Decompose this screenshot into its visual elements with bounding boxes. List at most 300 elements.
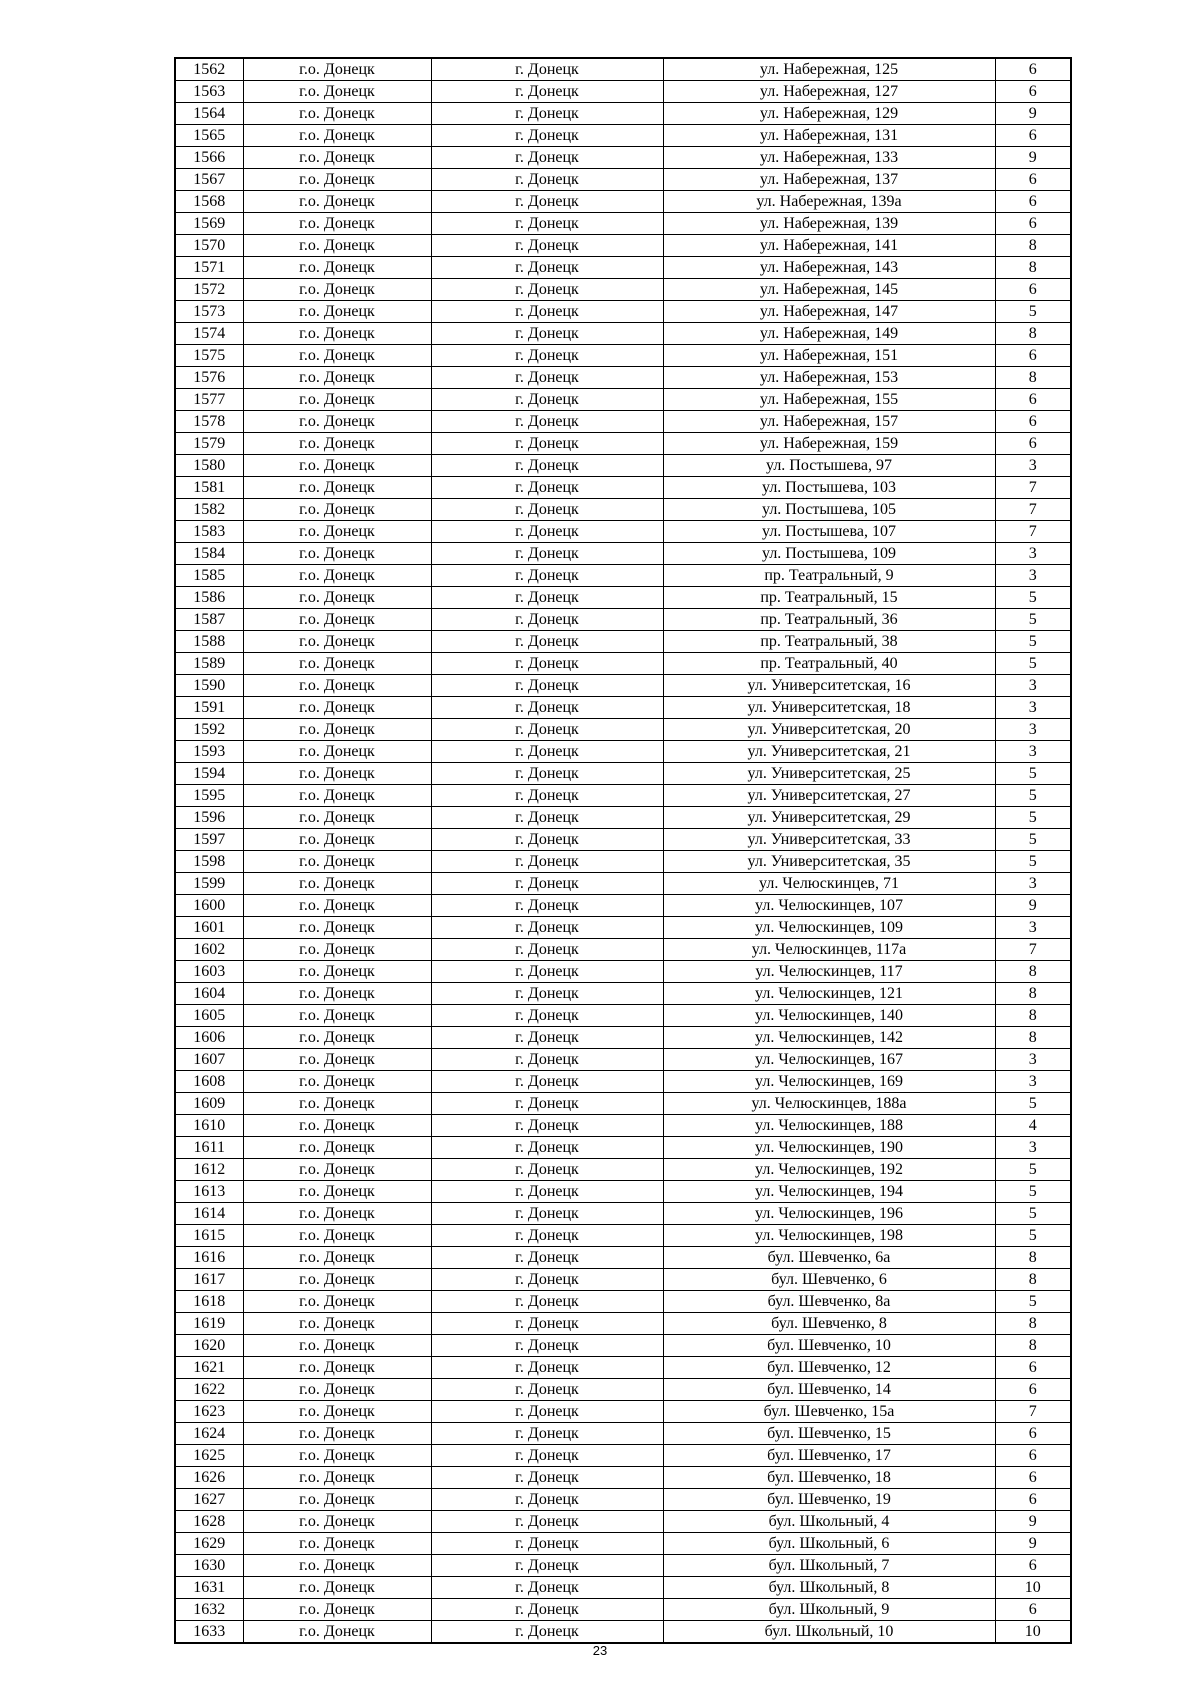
row-number-cell: 1596 xyxy=(175,807,243,829)
table-row xyxy=(175,587,1071,609)
table-row xyxy=(175,565,1071,587)
district-cell: г.о. Донецк xyxy=(243,1335,431,1357)
district-cell: г.о. Донецк xyxy=(243,1313,431,1335)
value-cell: 9 xyxy=(995,147,1071,169)
row-number-cell: 1622 xyxy=(175,1379,243,1401)
row-number-cell: 1630 xyxy=(175,1555,243,1577)
city-cell: г. Донецк xyxy=(431,719,663,741)
district-cell: г.о. Донецк xyxy=(243,521,431,543)
city-cell: г. Донецк xyxy=(431,873,663,895)
district-cell: г.о. Донецк xyxy=(243,675,431,697)
city-cell: г. Донецк xyxy=(431,895,663,917)
city-cell: г. Донецк xyxy=(431,653,663,675)
buildings-table xyxy=(174,57,1072,1644)
table-row xyxy=(175,1313,1071,1335)
city-cell: г. Донецк xyxy=(431,829,663,851)
row-number-cell: 1616 xyxy=(175,1247,243,1269)
district-cell: г.о. Донецк xyxy=(243,235,431,257)
city-cell: г. Донецк xyxy=(431,521,663,543)
city-cell: г. Донецк xyxy=(431,961,663,983)
address-cell: ул. Челюскинцев, 167 xyxy=(663,1049,995,1071)
district-cell: г.о. Донецк xyxy=(243,873,431,895)
address-cell: бул. Шевченко, 6а xyxy=(663,1247,995,1269)
value-cell: 5 xyxy=(995,785,1071,807)
district-cell: г.о. Донецк xyxy=(243,367,431,389)
city-cell: г. Донецк xyxy=(431,169,663,191)
city-cell: г. Донецк xyxy=(431,1357,663,1379)
table-row xyxy=(175,1555,1071,1577)
city-cell: г. Донецк xyxy=(431,851,663,873)
city-cell: г. Донецк xyxy=(431,1049,663,1071)
row-number-cell: 1608 xyxy=(175,1071,243,1093)
city-cell: г. Донецк xyxy=(431,1379,663,1401)
table-row xyxy=(175,543,1071,565)
value-cell: 8 xyxy=(995,983,1071,1005)
district-cell: г.о. Донецк xyxy=(243,1401,431,1423)
city-cell: г. Донецк xyxy=(431,807,663,829)
table-row xyxy=(175,345,1071,367)
row-number-cell: 1633 xyxy=(175,1621,243,1644)
city-cell: г. Донецк xyxy=(431,1269,663,1291)
address-cell: ул. Набережная, 157 xyxy=(663,411,995,433)
address-cell: ул. Набережная, 145 xyxy=(663,279,995,301)
address-cell: ул. Челюскинцев, 194 xyxy=(663,1181,995,1203)
city-cell: г. Донецк xyxy=(431,1005,663,1027)
table-row xyxy=(175,213,1071,235)
page-number: 23 xyxy=(592,1643,608,1658)
address-cell: ул. Набережная, 127 xyxy=(663,81,995,103)
address-cell: ул. Набережная, 151 xyxy=(663,345,995,367)
value-cell: 7 xyxy=(995,1401,1071,1423)
table-row xyxy=(175,675,1071,697)
row-number-cell: 1611 xyxy=(175,1137,243,1159)
row-number-cell: 1578 xyxy=(175,411,243,433)
address-cell: ул. Челюскинцев, 142 xyxy=(663,1027,995,1049)
table-row xyxy=(175,1159,1071,1181)
value-cell: 8 xyxy=(995,1027,1071,1049)
district-cell: г.о. Донецк xyxy=(243,477,431,499)
address-cell: ул. Челюскинцев, 71 xyxy=(663,873,995,895)
row-number-cell: 1581 xyxy=(175,477,243,499)
district-cell: г.о. Донецк xyxy=(243,169,431,191)
district-cell: г.о. Донецк xyxy=(243,917,431,939)
city-cell: г. Донецк xyxy=(431,1467,663,1489)
table-row xyxy=(175,1379,1071,1401)
address-cell: ул. Университетская, 20 xyxy=(663,719,995,741)
district-cell: г.о. Донецк xyxy=(243,1445,431,1467)
table-row xyxy=(175,631,1071,653)
row-number-cell: 1601 xyxy=(175,917,243,939)
table-row xyxy=(175,1511,1071,1533)
district-cell: г.о. Донецк xyxy=(243,895,431,917)
row-number-cell: 1580 xyxy=(175,455,243,477)
table-row xyxy=(175,1225,1071,1247)
address-cell: бул. Школьный, 7 xyxy=(663,1555,995,1577)
row-number-cell: 1615 xyxy=(175,1225,243,1247)
city-cell: г. Донецк xyxy=(431,1137,663,1159)
address-cell: ул. Постышева, 97 xyxy=(663,455,995,477)
district-cell: г.о. Донецк xyxy=(243,1137,431,1159)
city-cell: г. Донецк xyxy=(431,125,663,147)
table-row xyxy=(175,895,1071,917)
address-cell: ул. Челюскинцев, 117а xyxy=(663,939,995,961)
value-cell: 5 xyxy=(995,587,1071,609)
table-row xyxy=(175,1137,1071,1159)
value-cell: 3 xyxy=(995,719,1071,741)
table-row xyxy=(175,1533,1071,1555)
table-row xyxy=(175,81,1071,103)
address-cell: ул. Челюскинцев, 190 xyxy=(663,1137,995,1159)
address-cell: ул. Университетская, 33 xyxy=(663,829,995,851)
value-cell: 6 xyxy=(995,125,1071,147)
address-cell: ул. Челюскинцев, 198 xyxy=(663,1225,995,1247)
address-cell: ул. Челюскинцев, 188 xyxy=(663,1115,995,1137)
city-cell: г. Донецк xyxy=(431,543,663,565)
row-number-cell: 1576 xyxy=(175,367,243,389)
table-row xyxy=(175,279,1071,301)
row-number-cell: 1619 xyxy=(175,1313,243,1335)
value-cell: 5 xyxy=(995,1159,1071,1181)
address-cell: бул. Шевченко, 15 xyxy=(663,1423,995,1445)
table-row xyxy=(175,499,1071,521)
city-cell: г. Донецк xyxy=(431,191,663,213)
city-cell: г. Донецк xyxy=(431,763,663,785)
row-number-cell: 1631 xyxy=(175,1577,243,1599)
table-row xyxy=(175,609,1071,631)
row-number-cell: 1612 xyxy=(175,1159,243,1181)
address-cell: ул. Набережная, 159 xyxy=(663,433,995,455)
district-cell: г.о. Донецк xyxy=(243,763,431,785)
address-cell: ул. Набережная, 155 xyxy=(663,389,995,411)
row-number-cell: 1598 xyxy=(175,851,243,873)
table-row xyxy=(175,851,1071,873)
address-cell: ул. Челюскинцев, 188а xyxy=(663,1093,995,1115)
city-cell: г. Донецк xyxy=(431,477,663,499)
table-row xyxy=(175,1577,1071,1599)
district-cell: г.о. Донецк xyxy=(243,961,431,983)
table-row xyxy=(175,433,1071,455)
district-cell: г.о. Донецк xyxy=(243,1225,431,1247)
district-cell: г.о. Донецк xyxy=(243,323,431,345)
city-cell: г. Донецк xyxy=(431,1027,663,1049)
district-cell: г.о. Донецк xyxy=(243,807,431,829)
city-cell: г. Донецк xyxy=(431,1533,663,1555)
row-number-cell: 1583 xyxy=(175,521,243,543)
city-cell: г. Донецк xyxy=(431,1203,663,1225)
district-cell: г.о. Донецк xyxy=(243,125,431,147)
table-row xyxy=(175,367,1071,389)
district-cell: г.о. Донецк xyxy=(243,1181,431,1203)
address-cell: ул. Челюскинцев, 196 xyxy=(663,1203,995,1225)
value-cell: 6 xyxy=(995,169,1071,191)
value-cell: 3 xyxy=(995,741,1071,763)
row-number-cell: 1628 xyxy=(175,1511,243,1533)
value-cell: 6 xyxy=(995,389,1071,411)
row-number-cell: 1563 xyxy=(175,81,243,103)
value-cell: 6 xyxy=(995,345,1071,367)
address-cell: ул. Челюскинцев, 107 xyxy=(663,895,995,917)
value-cell: 9 xyxy=(995,1533,1071,1555)
district-cell: г.о. Донецк xyxy=(243,609,431,631)
district-cell: г.о. Донецк xyxy=(243,1577,431,1599)
table-row xyxy=(175,455,1071,477)
value-cell: 6 xyxy=(995,58,1071,81)
district-cell: г.о. Донецк xyxy=(243,741,431,763)
address-cell: бул. Школьный, 4 xyxy=(663,1511,995,1533)
value-cell: 3 xyxy=(995,1071,1071,1093)
district-cell: г.о. Донецк xyxy=(243,565,431,587)
district-cell: г.о. Донецк xyxy=(243,939,431,961)
table-row xyxy=(175,58,1071,81)
table-row xyxy=(175,191,1071,213)
row-number-cell: 1565 xyxy=(175,125,243,147)
table-row xyxy=(175,257,1071,279)
table-row xyxy=(175,103,1071,125)
address-cell: бул. Шевченко, 14 xyxy=(663,1379,995,1401)
address-cell: ул. Университетская, 25 xyxy=(663,763,995,785)
address-cell: ул. Набережная, 129 xyxy=(663,103,995,125)
row-number-cell: 1562 xyxy=(175,58,243,81)
district-cell: г.о. Донецк xyxy=(243,58,431,81)
value-cell: 8 xyxy=(995,257,1071,279)
address-cell: бул. Школьный, 6 xyxy=(663,1533,995,1555)
table-row xyxy=(175,125,1071,147)
district-cell: г.о. Донецк xyxy=(243,301,431,323)
address-cell: ул. Университетская, 18 xyxy=(663,697,995,719)
district-cell: г.о. Донецк xyxy=(243,653,431,675)
district-cell: г.о. Донецк xyxy=(243,587,431,609)
value-cell: 5 xyxy=(995,1225,1071,1247)
city-cell: г. Донецк xyxy=(431,58,663,81)
district-cell: г.о. Донецк xyxy=(243,983,431,1005)
row-number-cell: 1614 xyxy=(175,1203,243,1225)
district-cell: г.о. Донецк xyxy=(243,829,431,851)
district-cell: г.о. Донецк xyxy=(243,191,431,213)
value-cell: 8 xyxy=(995,367,1071,389)
value-cell: 6 xyxy=(995,1445,1071,1467)
row-number-cell: 1632 xyxy=(175,1599,243,1621)
value-cell: 5 xyxy=(995,1203,1071,1225)
city-cell: г. Донецк xyxy=(431,367,663,389)
row-number-cell: 1571 xyxy=(175,257,243,279)
row-number-cell: 1566 xyxy=(175,147,243,169)
address-cell: ул. Набережная, 139а xyxy=(663,191,995,213)
table-row xyxy=(175,1005,1071,1027)
district-cell: г.о. Донецк xyxy=(243,1071,431,1093)
district-cell: г.о. Донецк xyxy=(243,851,431,873)
city-cell: г. Донецк xyxy=(431,1313,663,1335)
address-cell: ул. Университетская, 21 xyxy=(663,741,995,763)
address-cell: ул. Набережная, 147 xyxy=(663,301,995,323)
table-row xyxy=(175,323,1071,345)
district-cell: г.о. Донецк xyxy=(243,147,431,169)
district-cell: г.о. Донецк xyxy=(243,543,431,565)
address-cell: ул. Челюскинцев, 169 xyxy=(663,1071,995,1093)
row-number-cell: 1620 xyxy=(175,1335,243,1357)
district-cell: г.о. Донецк xyxy=(243,1621,431,1644)
value-cell: 8 xyxy=(995,1269,1071,1291)
value-cell: 5 xyxy=(995,1291,1071,1313)
value-cell: 8 xyxy=(995,1005,1071,1027)
city-cell: г. Донецк xyxy=(431,389,663,411)
value-cell: 6 xyxy=(995,81,1071,103)
address-cell: ул. Набережная, 139 xyxy=(663,213,995,235)
address-cell: бул. Школьный, 10 xyxy=(663,1621,995,1644)
value-cell: 6 xyxy=(995,411,1071,433)
table-row xyxy=(175,411,1071,433)
city-cell: г. Донецк xyxy=(431,917,663,939)
table-row xyxy=(175,719,1071,741)
value-cell: 3 xyxy=(995,675,1071,697)
row-number-cell: 1613 xyxy=(175,1181,243,1203)
district-cell: г.о. Донецк xyxy=(243,785,431,807)
city-cell: г. Донецк xyxy=(431,499,663,521)
district-cell: г.о. Донецк xyxy=(243,1533,431,1555)
district-cell: г.о. Донецк xyxy=(243,345,431,367)
city-cell: г. Донецк xyxy=(431,411,663,433)
district-cell: г.о. Донецк xyxy=(243,1203,431,1225)
district-cell: г.о. Донецк xyxy=(243,213,431,235)
row-number-cell: 1618 xyxy=(175,1291,243,1313)
address-cell: ул. Университетская, 27 xyxy=(663,785,995,807)
address-cell: ул. Набережная, 149 xyxy=(663,323,995,345)
value-cell: 3 xyxy=(995,565,1071,587)
row-number-cell: 1577 xyxy=(175,389,243,411)
value-cell: 6 xyxy=(995,1489,1071,1511)
district-cell: г.о. Донецк xyxy=(243,279,431,301)
address-cell: ул. Постышева, 109 xyxy=(663,543,995,565)
address-cell: пр. Театральный, 38 xyxy=(663,631,995,653)
city-cell: г. Донецк xyxy=(431,81,663,103)
value-cell: 3 xyxy=(995,697,1071,719)
value-cell: 9 xyxy=(995,1511,1071,1533)
value-cell: 5 xyxy=(995,1093,1071,1115)
address-cell: бул. Шевченко, 12 xyxy=(663,1357,995,1379)
table-row xyxy=(175,653,1071,675)
table-row xyxy=(175,1027,1071,1049)
value-cell: 6 xyxy=(995,1599,1071,1621)
value-cell: 7 xyxy=(995,939,1071,961)
district-cell: г.о. Донецк xyxy=(243,1379,431,1401)
district-cell: г.о. Донецк xyxy=(243,1093,431,1115)
city-cell: г. Донецк xyxy=(431,939,663,961)
district-cell: г.о. Донецк xyxy=(243,433,431,455)
district-cell: г.о. Донецк xyxy=(243,499,431,521)
table-row xyxy=(175,1093,1071,1115)
row-number-cell: 1597 xyxy=(175,829,243,851)
row-number-cell: 1574 xyxy=(175,323,243,345)
table-row xyxy=(175,1357,1071,1379)
row-number-cell: 1605 xyxy=(175,1005,243,1027)
value-cell: 5 xyxy=(995,763,1071,785)
value-cell: 3 xyxy=(995,1137,1071,1159)
table-row xyxy=(175,1621,1071,1644)
address-cell: ул. Постышева, 105 xyxy=(663,499,995,521)
table-row xyxy=(175,1181,1071,1203)
address-cell: ул. Челюскинцев, 121 xyxy=(663,983,995,1005)
table-row xyxy=(175,301,1071,323)
value-cell: 6 xyxy=(995,1357,1071,1379)
district-cell: г.о. Донецк xyxy=(243,1511,431,1533)
city-cell: г. Донецк xyxy=(431,279,663,301)
district-cell: г.о. Донецк xyxy=(243,1247,431,1269)
city-cell: г. Донецк xyxy=(431,1423,663,1445)
table-row xyxy=(175,763,1071,785)
city-cell: г. Донецк xyxy=(431,1621,663,1644)
row-number-cell: 1572 xyxy=(175,279,243,301)
value-cell: 5 xyxy=(995,653,1071,675)
address-cell: бул. Школьный, 9 xyxy=(663,1599,995,1621)
district-cell: г.о. Донецк xyxy=(243,697,431,719)
city-cell: г. Донецк xyxy=(431,587,663,609)
row-number-cell: 1570 xyxy=(175,235,243,257)
row-number-cell: 1606 xyxy=(175,1027,243,1049)
value-cell: 6 xyxy=(995,213,1071,235)
address-cell: ул. Набережная, 153 xyxy=(663,367,995,389)
value-cell: 8 xyxy=(995,1313,1071,1335)
address-cell: бул. Шевченко, 17 xyxy=(663,1445,995,1467)
district-cell: г.о. Донецк xyxy=(243,1269,431,1291)
table-row xyxy=(175,697,1071,719)
row-number-cell: 1575 xyxy=(175,345,243,367)
city-cell: г. Донецк xyxy=(431,741,663,763)
value-cell: 5 xyxy=(995,829,1071,851)
table-row xyxy=(175,1071,1071,1093)
row-number-cell: 1602 xyxy=(175,939,243,961)
city-cell: г. Донецк xyxy=(431,1291,663,1313)
row-number-cell: 1599 xyxy=(175,873,243,895)
city-cell: г. Донецк xyxy=(431,301,663,323)
district-cell: г.о. Донецк xyxy=(243,1049,431,1071)
row-number-cell: 1627 xyxy=(175,1489,243,1511)
district-cell: г.о. Донецк xyxy=(243,389,431,411)
address-cell: ул. Набережная, 131 xyxy=(663,125,995,147)
table-row xyxy=(175,147,1071,169)
value-cell: 6 xyxy=(995,433,1071,455)
value-cell: 5 xyxy=(995,851,1071,873)
table-row xyxy=(175,1269,1071,1291)
value-cell: 5 xyxy=(995,1181,1071,1203)
address-cell: пр. Театральный, 15 xyxy=(663,587,995,609)
table-row xyxy=(175,1335,1071,1357)
district-cell: г.о. Донецк xyxy=(243,1489,431,1511)
table-row xyxy=(175,1115,1071,1137)
row-number-cell: 1593 xyxy=(175,741,243,763)
table-row xyxy=(175,1445,1071,1467)
row-number-cell: 1626 xyxy=(175,1467,243,1489)
district-cell: г.о. Донецк xyxy=(243,455,431,477)
table-row xyxy=(175,961,1071,983)
city-cell: г. Донецк xyxy=(431,1489,663,1511)
table-row xyxy=(175,477,1071,499)
row-number-cell: 1625 xyxy=(175,1445,243,1467)
table-row xyxy=(175,1049,1071,1071)
table-row xyxy=(175,235,1071,257)
row-number-cell: 1607 xyxy=(175,1049,243,1071)
city-cell: г. Донецк xyxy=(431,1401,663,1423)
table-body xyxy=(175,58,1071,1643)
city-cell: г. Донецк xyxy=(431,631,663,653)
city-cell: г. Донецк xyxy=(431,345,663,367)
city-cell: г. Донецк xyxy=(431,1599,663,1621)
row-number-cell: 1624 xyxy=(175,1423,243,1445)
row-number-cell: 1564 xyxy=(175,103,243,125)
row-number-cell: 1573 xyxy=(175,301,243,323)
value-cell: 6 xyxy=(995,1379,1071,1401)
table-row xyxy=(175,1599,1071,1621)
value-cell: 6 xyxy=(995,191,1071,213)
table-row xyxy=(175,741,1071,763)
